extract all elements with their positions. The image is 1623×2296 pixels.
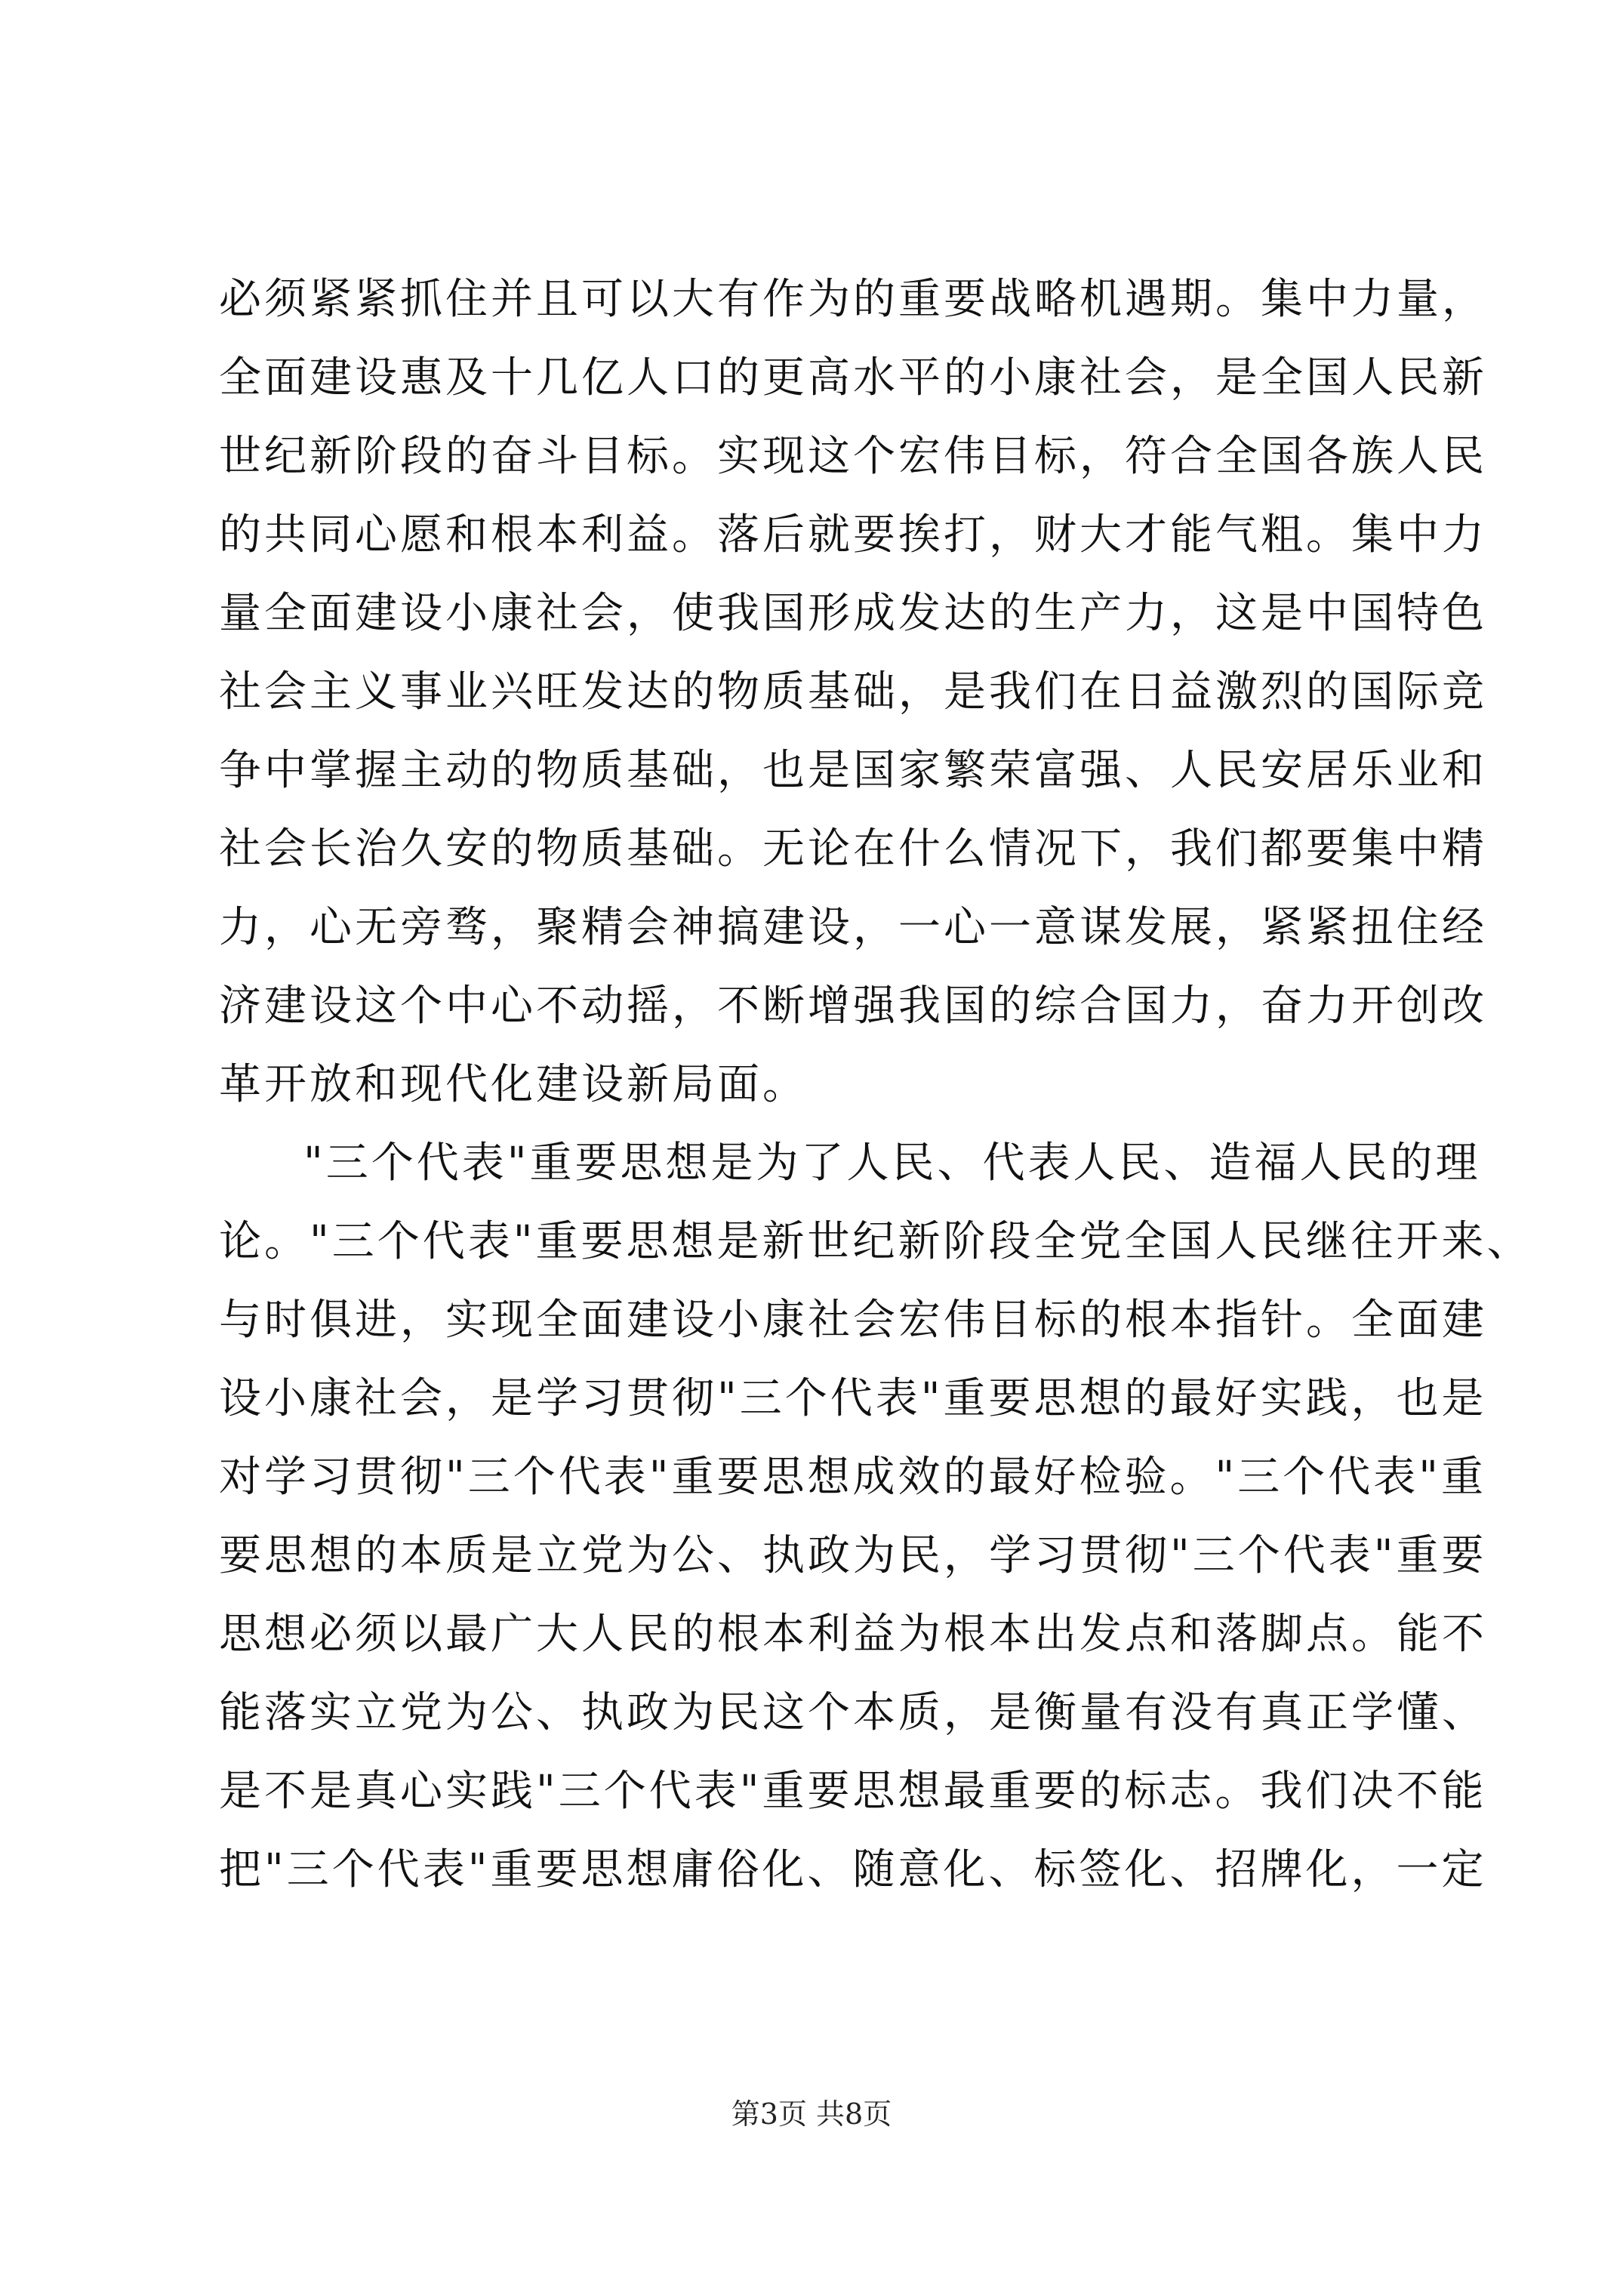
text-line: 的共同心愿和根本利益。落后就要挨打，财大才能气粗。集中力 <box>219 510 1487 559</box>
text-line: 社会长治久安的物质基础。无论在什么情况下，我们都要集中精 <box>219 824 1487 874</box>
text-line: 争中掌握主动的物质基础，也是国家繁荣富强、人民安居乐业和 <box>219 746 1487 795</box>
text-line: 革开放和现代化建设新局面。 <box>219 1060 808 1109</box>
paragraph-start-line: "三个代表"重要思想是为了人民、代表人民、造福人民的理 <box>303 1139 1481 1188</box>
text-line: 能落实立党为公、执政为民这个本质，是衡量有没有真正学懂、 <box>219 1688 1487 1737</box>
body-text <box>219 260 1532 1909</box>
text-line: 必须紧紧抓住并且可以大有作为的重要战略机遇期。集中力量， <box>219 275 1487 324</box>
text-line: 与时俱进，实现全面建设小康社会宏伟目标的根本指针。全面建 <box>219 1296 1487 1345</box>
text-line: 对学习贯彻"三个代表"重要思想成效的最好检验。"三个代表"重 <box>219 1453 1487 1502</box>
text-line: 思想必须以最广大人民的根本利益为根本出发点和落脚点。能不 <box>219 1610 1487 1659</box>
text-line: 济建设这个中心不动摇，不断增强我国的综合国力，奋力开创改 <box>219 982 1487 1031</box>
text-line: 要思想的本质是立党为公、执政为民，学习贯彻"三个代表"重要 <box>219 1531 1487 1580</box>
text-line: 把"三个代表"重要思想庸俗化、随意化、标签化、招牌化，一定 <box>219 1845 1487 1894</box>
text-line: 量全面建设小康社会，使我国形成发达的生产力，这是中国特色 <box>219 589 1487 638</box>
page-footer: 第3页 共8页 <box>731 2097 892 2131</box>
text-line: 是不是真心实践"三个代表"重要思想最重要的标志。我们决不能 <box>219 1767 1487 1816</box>
text-line: 设小康社会，是学习贯彻"三个代表"重要思想的最好实践，也是 <box>219 1374 1487 1423</box>
text-line: 社会主义事业兴旺发达的物质基础，是我们在日益激烈的国际竞 <box>219 667 1487 717</box>
text-line: 论。"三个代表"重要思想是新世纪新阶段全党全国人民继往开来、 <box>219 1217 1532 1266</box>
text-line: 力，心无旁骛，聚精会神搞建设，一心一意谋发展，紧紧扭住经 <box>219 903 1487 952</box>
text-line: 世纪新阶段的奋斗目标。实现这个宏伟目标，符合全国各族人民 <box>219 432 1487 481</box>
text-line: 全面建设惠及十几亿人口的更高水平的小康社会，是全国人民新 <box>219 353 1487 402</box>
